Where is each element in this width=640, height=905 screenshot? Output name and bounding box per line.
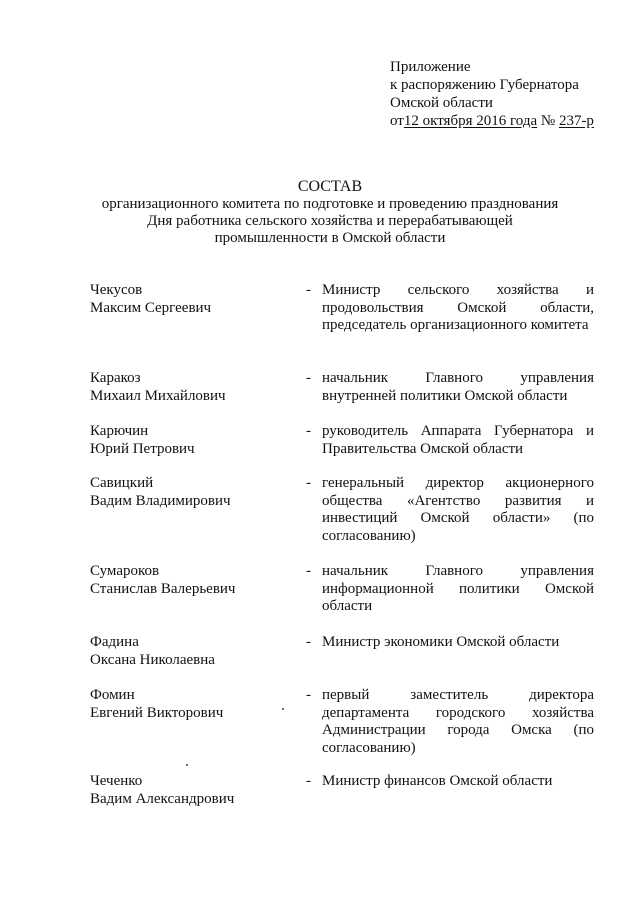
member-given-names: Станислав Валерьевич xyxy=(90,580,236,597)
number-sign: № xyxy=(537,113,559,129)
member-role: Министр сельского хозяйства и продовольствия Омской области, председатель организационного комитета xyxy=(322,282,594,333)
member-role: начальник Главного управления внутренней политики Омской области xyxy=(322,370,594,404)
member-surname: Савицкий xyxy=(90,475,154,491)
order-date: 12 октября 2016 года xyxy=(403,113,538,129)
separator-dash: - xyxy=(306,634,311,650)
separator-dash: - xyxy=(306,563,311,579)
separator-dash: - xyxy=(306,687,311,703)
member-role: Министр финансов Омской области xyxy=(322,773,553,789)
member-role: Министр экономики Омской области xyxy=(322,634,560,650)
heading-line-2: Дня работника сельского хозяйства и перерабатывающей xyxy=(147,213,513,229)
member-surname: Чеченко xyxy=(90,773,143,789)
heading-title: СОСТАВ xyxy=(297,178,363,195)
separator-dash: - xyxy=(306,282,311,298)
appendix-order-line: к распоряжению Губернатора xyxy=(390,77,579,93)
document-heading xyxy=(60,178,600,247)
member-name xyxy=(90,282,290,317)
separator-dash: - xyxy=(306,370,311,386)
member-name xyxy=(90,773,290,808)
separator-dash: - xyxy=(306,773,311,789)
member-role: руководитель Аппарата Губернатора и Правительства Омской области xyxy=(322,423,594,457)
member-given-names: Вадим Александрович xyxy=(90,790,235,807)
member-role: начальник Главного управления информационной политики Омской области xyxy=(322,563,594,614)
appendix-region-line: Омской области xyxy=(390,95,493,111)
member-given-names: Оксана Николаевна xyxy=(90,651,215,668)
member-name xyxy=(90,687,290,722)
heading-line-1: организационного комитета по подготовке и проведению празднования xyxy=(101,196,559,212)
member-given-names: Максим Сергеевич xyxy=(90,299,212,316)
scan-speck xyxy=(186,764,188,766)
separator-dash: - xyxy=(306,475,311,491)
member-surname: Карючин xyxy=(90,423,149,439)
separator-dash: - xyxy=(306,423,311,439)
member-name xyxy=(90,634,290,669)
member-given-names: Вадим Владимирович xyxy=(90,492,231,509)
member-surname: Сумароков xyxy=(90,563,160,579)
member-surname: Чекусов xyxy=(90,282,143,298)
member-name xyxy=(90,370,290,405)
member-given-names: Юрий Петрович xyxy=(90,440,195,457)
member-given-names: Евгений Викторович xyxy=(90,704,224,721)
member-role: генеральный директор акционерного общества «Агентство развития и инвестиций Омской области» (по согласованию) xyxy=(322,475,594,544)
member-name xyxy=(90,563,290,598)
member-surname: Фомин xyxy=(90,687,135,703)
date-prefix: от xyxy=(390,113,404,129)
appendix-block xyxy=(390,58,594,130)
scan-speck xyxy=(282,708,284,710)
member-surname: Каракоз xyxy=(90,370,141,386)
order-number: 237-р xyxy=(558,113,594,129)
member-surname: Фадина xyxy=(90,634,139,650)
appendix-date-line xyxy=(390,112,594,130)
appendix-title: Приложение xyxy=(390,59,471,75)
member-name xyxy=(90,475,290,510)
member-name xyxy=(90,423,290,458)
member-role: первый заместитель директора департамента городского хозяйства Администрации города Омска (по согласованию) xyxy=(322,687,594,756)
heading-line-3: промышленности в Омской области xyxy=(214,230,446,246)
member-given-names: Михаил Михайлович xyxy=(90,387,226,404)
